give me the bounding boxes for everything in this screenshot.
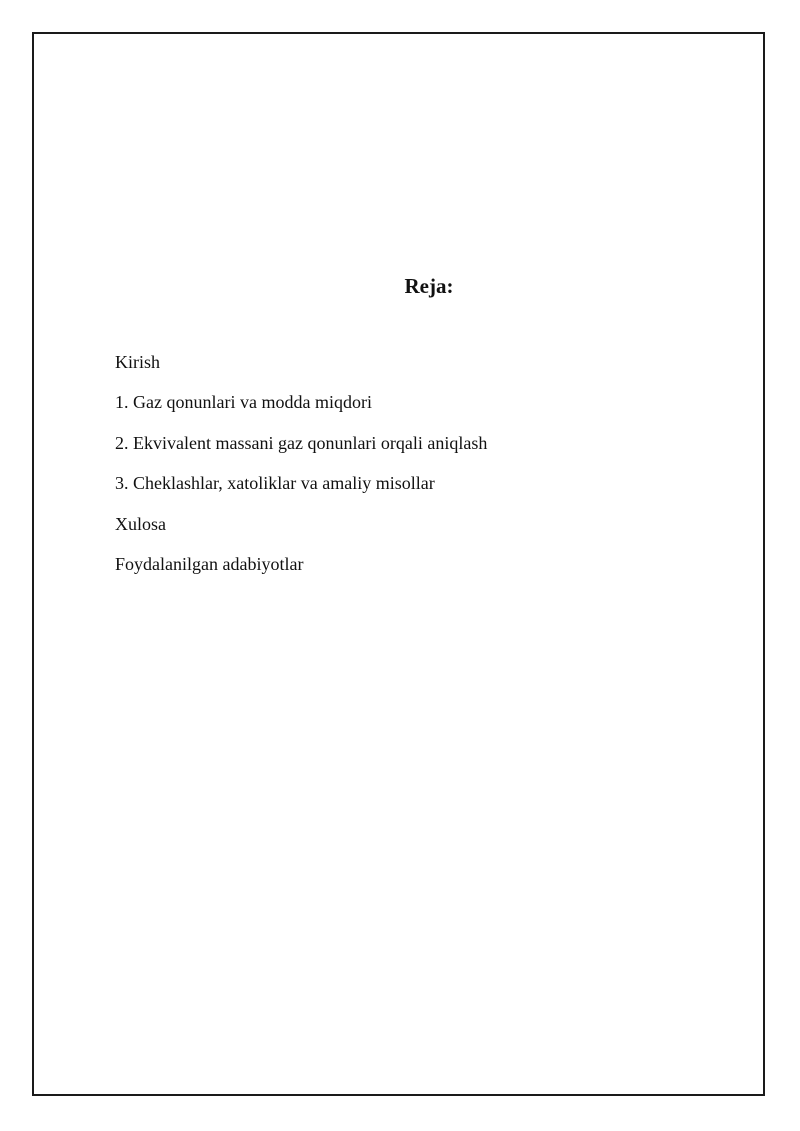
toc-item-section-3: 3. Cheklashlar, xatoliklar va amaliy misollar <box>115 473 435 494</box>
toc-item-references: Foydalanilgan adabiyotlar <box>115 553 304 574</box>
toc-item-introduction: Kirish <box>115 352 160 372</box>
toc-item-section-2: 2. Ekvivalent massani gaz qonunlari orqali aniqlash <box>115 432 488 453</box>
table-of-contents <box>115 350 487 592</box>
toc-item-conclusion: Xulosa <box>115 513 166 534</box>
page-title: Reja: <box>404 274 454 298</box>
toc-item-section-1: 1. Gaz qonunlari va modda miqdori <box>115 392 372 413</box>
